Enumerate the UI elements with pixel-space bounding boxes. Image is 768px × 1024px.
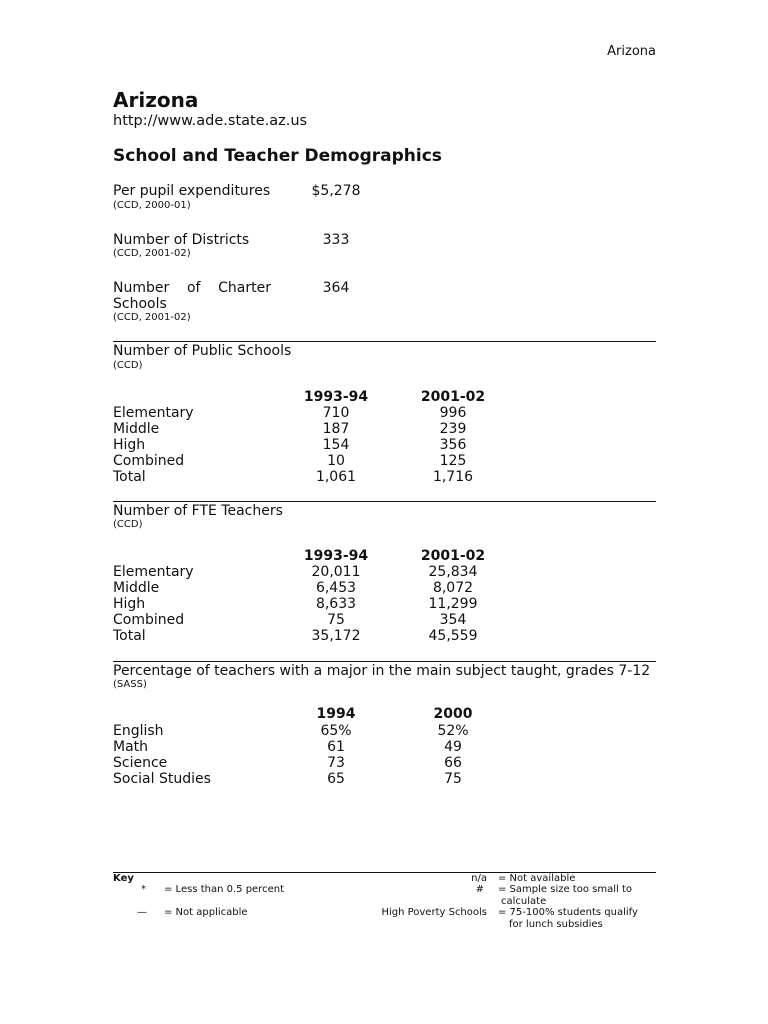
table-row: [113, 580, 656, 596]
cell-value: 35,172: [311, 628, 361, 644]
cell-value: 49: [444, 739, 462, 755]
cell-value: 25,834: [428, 564, 478, 580]
row-label: Science: [113, 755, 168, 771]
row-label: Middle: [113, 421, 160, 437]
stat-label: Number of Districts: [113, 232, 250, 248]
stat-source: (CCD, 2001-02): [113, 312, 191, 323]
stat-value: 364: [322, 280, 350, 296]
table-row: [113, 739, 656, 755]
cell-value: 187: [322, 421, 350, 437]
key-symbol: —: [137, 907, 147, 918]
key-meaning-continued: for lunch subsidies: [509, 919, 603, 930]
stat-source: (CCD, 2000-01): [113, 200, 191, 211]
stat-label-continued: Schools: [113, 296, 167, 312]
key-symbol: n/a: [471, 873, 487, 884]
column-header: 1993-94: [303, 548, 369, 564]
section-divider: [113, 661, 656, 662]
cell-value: 239: [439, 421, 467, 437]
key-title: Key: [113, 873, 134, 884]
running-header: Arizona: [607, 44, 656, 59]
key-meaning: = Less than 0.5 percent: [164, 884, 284, 895]
cell-value: 1,716: [432, 469, 474, 485]
table-row: [113, 771, 656, 787]
cell-value: 11,299: [428, 596, 478, 612]
column-header: 1993-94: [303, 389, 369, 405]
cell-value: 61: [327, 739, 345, 755]
row-label: Elementary: [113, 405, 194, 421]
row-label: Total: [113, 628, 146, 644]
table-row: [113, 453, 656, 469]
cell-value: 52%: [437, 723, 469, 739]
cell-value: 75: [327, 612, 345, 628]
cell-value: 20,011: [311, 564, 361, 580]
cell-value: 354: [439, 612, 467, 628]
cell-value: 73: [327, 755, 345, 771]
table-row: [113, 564, 656, 580]
cell-value: 65%: [320, 723, 352, 739]
stat-source: (CCD, 2001-02): [113, 248, 191, 259]
table-row: [113, 596, 656, 612]
section-divider: [113, 501, 656, 502]
row-label: Combined: [113, 612, 185, 628]
table-row: [113, 723, 656, 739]
state-url[interactable]: http://www.ade.state.az.us: [113, 113, 308, 129]
cell-value: 65: [327, 771, 345, 787]
row-label: High: [113, 596, 146, 612]
table-row: [113, 421, 656, 437]
cell-value: 66: [444, 755, 462, 771]
table-row: [113, 437, 656, 453]
column-header: 2001-02: [420, 389, 486, 405]
cell-value: 996: [439, 405, 467, 421]
state-title: Arizona: [113, 88, 199, 112]
table-title: Percentage of teachers with a major in the main subject taught, grades 7-12: [113, 663, 651, 679]
row-label: Social Studies: [113, 771, 211, 787]
stat-label: Number of Charter: [113, 280, 271, 296]
column-header: 1994: [316, 706, 356, 722]
stat-value: 333: [322, 232, 350, 248]
row-label: Elementary: [113, 564, 194, 580]
row-label: Total: [113, 469, 146, 485]
key-meaning: = 75-100% students qualify: [498, 907, 638, 918]
cell-value: 8,633: [315, 596, 357, 612]
cell-value: 154: [322, 437, 350, 453]
table-source: (CCD): [113, 519, 143, 530]
key-meaning: = Not available: [498, 873, 576, 884]
row-label: High: [113, 437, 146, 453]
key-symbol: High Poverty Schools: [381, 907, 487, 918]
cell-value: 8,072: [432, 580, 474, 596]
table-row: [113, 755, 656, 771]
key-meaning-continued: calculate: [501, 896, 547, 907]
table-source: (CCD): [113, 360, 143, 371]
key-meaning: = Not applicable: [164, 907, 248, 918]
cell-value: 6,453: [315, 580, 357, 596]
table-row: [113, 628, 656, 644]
row-label: Combined: [113, 453, 185, 469]
row-label: Middle: [113, 580, 160, 596]
section-title: School and Teacher Demographics: [113, 146, 442, 166]
table-source: (SASS): [113, 679, 147, 690]
report-page: [113, 0, 656, 1024]
row-label: Math: [113, 739, 149, 755]
column-header: 2000: [433, 706, 473, 722]
row-label: English: [113, 723, 164, 739]
stat-value: $5,278: [311, 183, 361, 199]
cell-value: 10: [327, 453, 345, 469]
column-header: 2001-02: [420, 548, 486, 564]
key-meaning: = Sample size too small to: [498, 884, 632, 895]
table-row: [113, 469, 656, 485]
cell-value: 75: [444, 771, 462, 787]
table-title: Number of FTE Teachers: [113, 503, 283, 519]
stat-label: Per pupil expenditures: [113, 183, 271, 199]
key-symbol: *: [141, 884, 146, 895]
cell-value: 1,061: [315, 469, 357, 485]
stat-charter-schools: [113, 280, 373, 316]
key-symbol: #: [475, 884, 484, 895]
section-divider: [113, 341, 656, 342]
cell-value: 45,559: [428, 628, 478, 644]
cell-value: 356: [439, 437, 467, 453]
cell-value: 710: [322, 405, 350, 421]
table-row: [113, 405, 656, 421]
table-row: [113, 612, 656, 628]
table-title: Number of Public Schools: [113, 343, 292, 359]
cell-value: 125: [439, 453, 467, 469]
